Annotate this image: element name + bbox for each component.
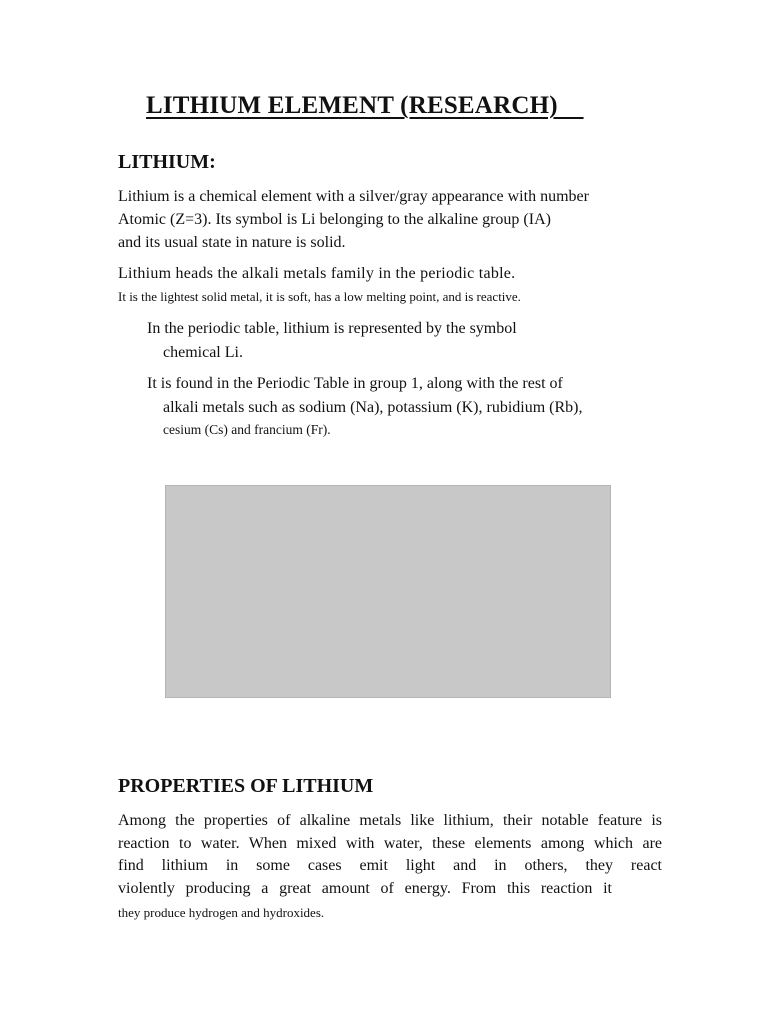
image-placeholder xyxy=(165,485,611,698)
paragraph-line: Lithium is a chemical element with a silver/gray appearance with number xyxy=(118,188,589,205)
paragraph-line: Among the properties of alkaline metals like lithium, their notable feature is xyxy=(118,812,662,829)
paragraph-line: and its usual state in nature is solid. xyxy=(118,234,346,251)
bullet-item xyxy=(143,320,517,338)
paragraph-line: reaction to water. When mixed with water, these elements among which are xyxy=(118,835,662,852)
bullet-text: In the periodic table, lithium is represented by the symbol xyxy=(147,320,517,337)
bullet-continuation: chemical Li. xyxy=(163,344,243,361)
paragraph-line: they produce hydrogen and hydroxides. xyxy=(118,905,325,920)
paragraph-line: Lithium heads the alkali metals family in the periodic table. xyxy=(118,265,516,282)
paragraph-line: violently producing a great amount of energy. From this reaction it xyxy=(118,880,612,897)
paragraph-line: find lithium in some cases emit light and in others, they react xyxy=(118,857,662,874)
paragraph-line: Atomic (Z=3). Its symbol is Li belonging to the alkaline group (IA) xyxy=(118,211,551,228)
section-heading-lithium: LITHIUM: xyxy=(118,151,216,173)
bullet-continuation: alkali metals such as sodium (Na), potassium (K), rubidium (Rb), xyxy=(163,399,583,416)
section-heading-properties: PROPERTIES OF LITHIUM xyxy=(118,775,374,797)
bullet-text: It is found in the Periodic Table in group 1, along with the rest of xyxy=(147,375,563,392)
bullet-continuation: cesium (Cs) and francium (Fr). xyxy=(163,422,331,437)
document-title: LITHIUM ELEMENT (RESEARCH) xyxy=(146,92,584,119)
paragraph-line: It is the lightest solid metal, it is soft, has a low melting point, and is reactive. xyxy=(118,289,521,304)
bullet-item xyxy=(143,375,563,393)
